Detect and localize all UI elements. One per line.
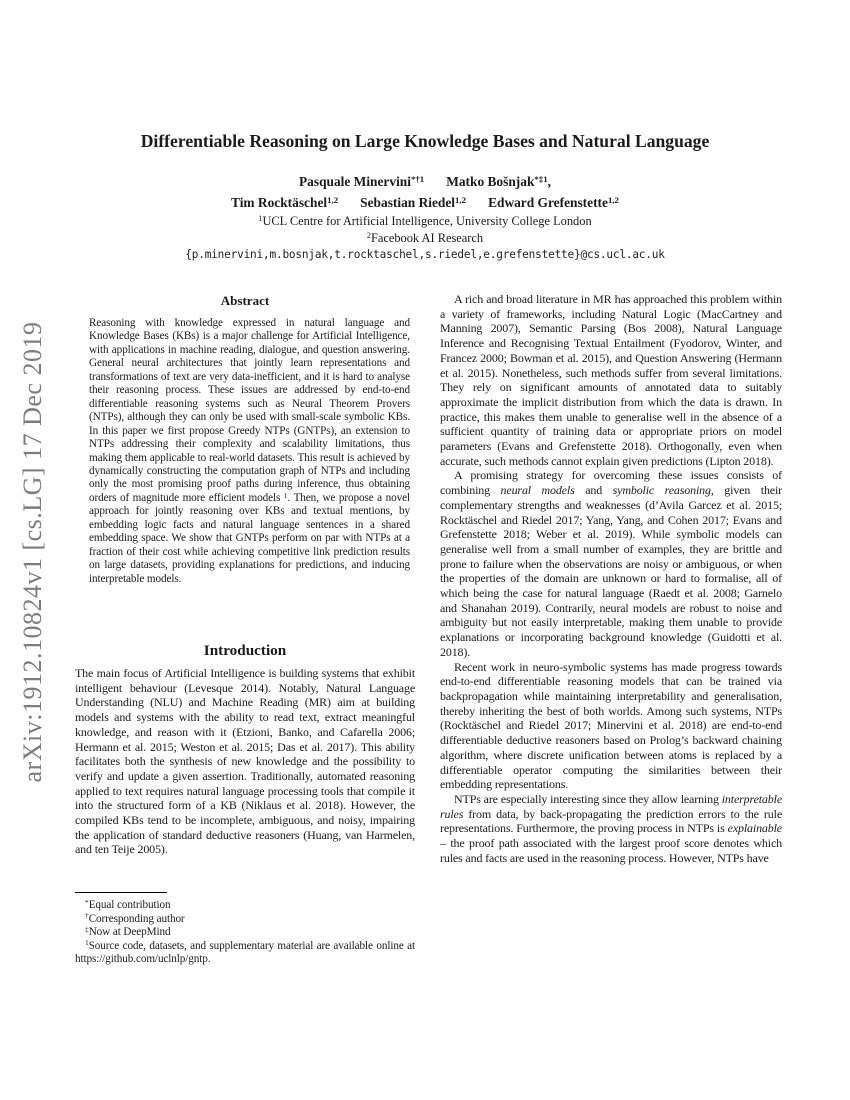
footnote-rule xyxy=(75,892,167,893)
author-line xyxy=(0,172,850,193)
paper-title: Differentiable Reasoning on Large Knowledge Bases and Natural Language xyxy=(140,131,710,151)
footnote-marker: 1 xyxy=(85,938,89,948)
footnotes xyxy=(75,899,415,967)
github-link[interactable]: https://github.com/uclnlp/gntp xyxy=(75,953,208,966)
text-segment: Reasoning with knowledge expressed in natural language and Knowledge Bases (KBs) is a major challenge for Artificial Intelligence, with applications in machine reading, dialogue, and question answering. General neural architectures that jointly learn representations and transformations of text are very data-inefficient, and it is hard to analyse their reasoning process. These issues are addressed by end-to-end differentiable reasoning systems such as Neural Theorem Provers (NTPs), although they can only be used with small-scale symbolic KBs. In this paper we first propose Greedy NTPs (GNTPs), an extension to NTPs addressing their complexity and scalability limitations, thus making them applicable to real-world datasets. This result is achieved by dynamically constructing the computation graph of NTPs and including only the most promising proof paths during inference, thus obtaining orders of magnitude more efficient models xyxy=(89,317,410,504)
text-segment: symbolic reasoning xyxy=(612,483,711,498)
text-segment: Now at DeepMind xyxy=(88,926,171,939)
affiliation-superscript: 2 xyxy=(366,230,371,240)
text-segment: The main focus of Artificial Intelligence is building systems that exhibit intelligent behaviour (Levesque 2014). Notably, Natural Language Understanding (NLU) and Machine Reading (MR) aim at building models and systems with the ability to read text, extract meaningful knowledge, and reason with it (Etzioni, Banko, and Cafarella 2006; Hermann et al. 2015; Weston et al. 2015; Das et al. 2017). This ability facilitates both the synthesis of new knowledge and the possibility to verify and update a given assertion. Traditionally, automated reasoning applied to text requires natural language processing tools that compile it into the structured form of a KB (Niklaus et al. 2018). However, the compiled KBs tend to be incomplete, ambiguous, and noisy, impairing the application of standard deductive reasoners (Huang, van Harmelen, and ten Teije 2005). xyxy=(75,666,415,857)
author-superscript: *‡1 xyxy=(534,174,548,185)
author-line xyxy=(0,193,850,214)
paragraph xyxy=(440,792,782,866)
text-segment: A promising strategy for overcoming these issues consists of combining xyxy=(440,468,782,498)
affiliations xyxy=(0,214,850,247)
author-superscript: *†1 xyxy=(410,174,425,185)
right-column-text xyxy=(440,292,782,865)
text-segment: neural models xyxy=(500,483,575,498)
text-segment: from data, by back-propagating the prediction errors to the rule representations. Furthermore, the proving process in NTPs is xyxy=(440,806,782,836)
arxiv-stamp: arXiv:1912.10824v1 [cs.LG] 17 Dec 2019 xyxy=(18,321,47,783)
email-line: {p.minervini,m.bosnjak,t.rocktaschel,s.riedel,e.grefenstette}@cs.ucl.ac.uk xyxy=(185,248,665,261)
text-segment: , given their complementary strengths and weaknesses (d’Avila Garcez et al. 2015; Rocktäschel and Riedel 2017; Yang, Yang, and Cohen 2017; Evans and Grefenstette 2018; Weber et al. 2019). While symbolic models can generalise well from a small number of examples, they are brittle and prone to failure when the observations are noisy or ambiguous, or when the properties of the domain are unknown or hard to formalise, all of which being the case for natural language (Raedt et al. 2008; Garnelo and Shanahan 2019). Contrarily, neural models are robust to noise and ambiguity but not easily interpretable, making them unable to provide explanations or incorporating background knowledge (Guidotti et al. 2018). xyxy=(440,483,782,659)
author-name xyxy=(446,174,551,189)
footnote xyxy=(75,940,415,967)
author-name-text: Sebastian Riedel xyxy=(360,195,456,210)
paragraph xyxy=(75,666,415,857)
text-segment: explainable xyxy=(727,821,782,836)
paragraph xyxy=(440,660,782,792)
footnotes-section xyxy=(75,892,415,967)
author-name xyxy=(360,195,466,210)
affiliation-text: Facebook AI Research xyxy=(370,230,484,245)
author-name-text: Tim Rocktäschel xyxy=(231,195,328,210)
abstract-text xyxy=(89,317,410,586)
abstract-section xyxy=(75,293,415,586)
affiliation-superscript: 1 xyxy=(258,214,263,224)
author-name xyxy=(231,195,338,210)
author-name xyxy=(488,195,619,210)
introduction-text xyxy=(75,666,415,857)
author-suffix: , xyxy=(547,174,551,189)
footnote xyxy=(75,913,415,927)
author-block xyxy=(0,172,850,214)
affiliation-text: UCL Centre for Artificial Intelligence, University College London xyxy=(262,214,592,228)
footnote-marker: * xyxy=(85,897,89,907)
text-segment: Equal contribution xyxy=(88,899,171,911)
text-segment: Corresponding author xyxy=(88,912,185,925)
author-superscript: 1,2 xyxy=(607,195,619,206)
affiliation xyxy=(0,214,850,231)
footnote xyxy=(75,926,415,940)
introduction-section xyxy=(75,642,415,857)
footnote-ref: 1 xyxy=(283,490,288,500)
paragraph xyxy=(440,292,782,468)
introduction-heading: Introduction xyxy=(203,642,287,659)
paragraph xyxy=(440,468,782,659)
author-name-text: Edward Grefenstette xyxy=(488,195,608,210)
affiliation xyxy=(0,231,850,248)
text-segment: Recent work in neuro-symbolic systems has made progress towards end-to-end differentiable reasoning models that can be trained via backpropagation while maintaining interpretability and generalisation, thereby inheriting the best of both worlds. Among such systems, NTPs (Rocktäschel and Riedel 2017; Minervini et al. 2018) are end-to-end differentiable deductive reasoners based on Prolog’s backward chaining algorithm, where discrete unification between atoms is replaced by a differentiable operator computing the similarities between their embedding representations. xyxy=(440,659,782,792)
author-name-text: Matko Bošnjak xyxy=(446,174,535,189)
text-segment: – the proof path associated with the largest proof score denotes which rules and facts are used in the reasoning process. However, NTPs have xyxy=(440,836,782,865)
text-segment: . xyxy=(207,953,211,966)
text-segment: A rich and broad literature in MR has approached this problem within a variety of frameworks, including Natural Logic (MacCartney and Manning 2007), Semantic Parsing (Bos 2008), Natural Language Inference and Recognising Textual Entailment (Fyodorov, Winter, and Francez 2000; Bowman et al. 2015), and Question Answering (Hermann et al. 2015). Nonetheless, such methods suffer from several limitations. They rely on significant amounts of annotated data to suitably approximate the implicit distribution from which the data is drawn. In practice, this makes them unable to generalise well in the absence of a sufficient quantity of training data or appropriate priors on model parameters (Evans and Grefenstette 2018). Orthogonally, even when accurate, such methods cannot explain given predictions (Lipton 2018). xyxy=(440,292,782,468)
author-name xyxy=(299,174,424,189)
paragraph xyxy=(89,317,410,586)
text-segment: Source code, datasets, and supplementary material are available online at xyxy=(88,939,415,952)
text-segment: NTPs are especially interesting since they allow learning xyxy=(454,791,722,806)
footnote-marker: † xyxy=(85,911,89,921)
text-segment: interpretable rules xyxy=(440,791,782,821)
author-name-text: Pasquale Minervini xyxy=(299,174,411,189)
text-segment: . Then, we propose a novel approach for jointly reasoning over KBs and textual mentions, by embedding logic facts and natural language sentences in a shared embedding space. We show that GNTPs perform on par with NTPs at a fraction of their cost while achieving competitive link prediction results on large datasets, providing explanations for predictions, and inducing interpretable models. xyxy=(89,491,410,585)
author-superscript: 1,2 xyxy=(327,195,339,206)
author-superscript: 1,2 xyxy=(455,195,467,206)
abstract-heading: Abstract xyxy=(220,293,270,308)
footnote-marker: ‡ xyxy=(85,924,89,934)
text-segment: and xyxy=(574,483,613,498)
footnote xyxy=(75,899,415,913)
